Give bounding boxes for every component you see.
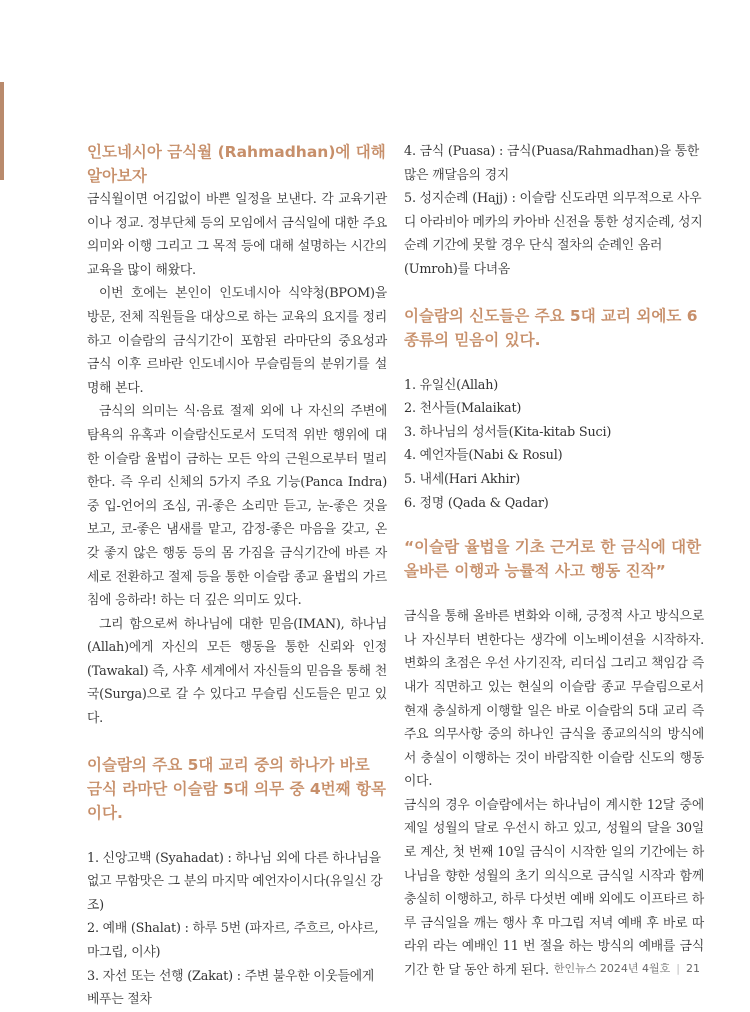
list-item: 4. 금식 (Puasa) : 금식(Puasa/Rahmadhan)을 통한 많은 깨달음의 경지 bbox=[404, 144, 700, 183]
right-column bbox=[404, 140, 704, 983]
faith-item: 3. 하나님의 성서들(Kita-kitab Suci) bbox=[404, 424, 612, 440]
publication-name: 한인뉴스 2024년 4월호 bbox=[553, 962, 671, 975]
faith-item: 6. 정명 (Qada & Qadar) bbox=[404, 495, 549, 511]
left-column bbox=[87, 140, 387, 1012]
paragraph-intro: 금식월이면 어김없이 바쁜 일정을 보낸다. 각 교육기관이나 정교. 정부단체 등의 모임에서 금식일에 대한 주요 의미와 이행 그리고 그 목적 등에 대해 설명하는 시간의 교육을 많이 해왔다. bbox=[87, 192, 387, 278]
accent-rule bbox=[0, 82, 4, 180]
paragraph-change: 금식을 통해 올바른 변화와 이해, 긍정적 사고 방식으로 나 자신부터 변한다는 생각에 이노베이션을 시작하자. 변화의 초점은 우선 사기진작, 리더십 그리고 책임감 즉 내가 직면하고 있는 현실의 이슬람 종교 무슬림으로서 현재 충실하게 이행할 일은 바로 이슬람의 5대 교리 즉 주요 의무사항 중의 하나인 금식을 종교의식의 방식에서 충실이 이행하는 것이 바람직한 이슬람 신도의 행동이다. bbox=[404, 609, 704, 790]
section-heading-quote: “이슬람 율법을 기초 근거로 한 금식에 대한 올바른 이행과 능률적 사고 행동 진작” bbox=[404, 538, 702, 581]
paragraph-faith: 그리 함으로써 하나님에 대한 믿음(IMAN), 하나님(Allah)에게 자신의 모든 행동을 통한 신뢰와 인정(Tawakal) 즉, 사후 세계에서 자신들의 믿음을 통해 천국(Surga)으로 갈 수 있다고 무슬림 신도들은 믿고 있다. bbox=[87, 616, 387, 727]
paragraph-meaning: 금식의 의미는 식·음료 절제 외에 나 자신의 주변에 탐욕의 유혹과 이슬람신도로서 도덕적 위반 행위에 대한 이슬람 율법이 금하는 모든 악의 근원으로부터 멀리 한다. 즉 우리 신체의 5가지 주요 기능(Panca Indra) 중 입-언어의 조심, 귀-좋은 소리만 듣고, 눈-좋은 것을 보고, 코-좋은 냄새를 맡고, 감정-좋은 마음을 갖고, 온갖 좋지 않은 행동 등의 몸 가짐을 금식기간에 바른 자세로 전환하고 절제 등을 통한 이슬람 종교 율법의 가르침에 응하라! 하는 더 깊은 의미도 있다. bbox=[87, 404, 387, 609]
faith-item: 2. 천사들(Malaikat) bbox=[404, 401, 522, 417]
section-heading-ramadan: 인도네시아 금식월 (Rahmadhan)에 대해 알아보자 bbox=[87, 143, 386, 185]
list-item: 5. 성지순례 (Hajj) : 이슬람 신도라면 의무적으로 사우디 아라비아 메카의 카아바 신전을 통한 성지순례, 성지순례 기간에 못할 경우 단식 절차의 순례인 옴러(Umroh)를 다녀옴 bbox=[404, 191, 703, 277]
page-footer bbox=[554, 960, 700, 976]
footer-separator: | bbox=[676, 961, 680, 975]
list-item: 2. 예배 (Shalat) : 하루 5번 (파자르, 주흐르, 아샤르, 마그립, 이샤) bbox=[87, 921, 379, 961]
faith-item: 5. 내세(Hari Akhir) bbox=[404, 471, 521, 487]
faith-item: 4. 예언자들(Nabi & Rosul) bbox=[404, 448, 563, 464]
section-heading-five-pillars: 이슬람의 주요 5대 교리 중의 하나가 바로 금식 라마단 이슬람 5대 의무 중 4번째 항목이다. bbox=[87, 755, 386, 822]
faith-item: 1. 유일신(Allah) bbox=[404, 377, 499, 393]
page-number: 21 bbox=[686, 961, 700, 975]
list-item: 1. 신앙고백 (Syahadat) : 하나님 외에 다른 하나님을 없고 무함맛은 그 분의 마지막 예언자이시다(유일신 강조) bbox=[87, 850, 383, 913]
paragraph-fasting-month: 금식의 경우 이슬람에서는 하나님이 계시한 12달 중에 제일 성월의 달로 우선시 하고 있고, 성월의 달을 30일로 계산, 첫 번째 10일 금식이 시작한 일의 기간에는 하나님을 향한 성월의 초기 의식으로 금식일 시작과 함께 충실히 이행하고, 하루 다섯번 예배 외에도 이프타르 하루 금식일을 깨는 행사 후 마그립 저녁 예배 후 바로 따라위 라는 예배인 11 번 절을 하는 방식의 예배를 금식기간 한 달 동안 하게 된다. bbox=[404, 797, 704, 979]
section-heading-six-faiths: 이슬람의 신도들은 주요 5대 교리 외에도 6 종류의 믿음이 있다. bbox=[404, 306, 698, 349]
list-item: 3. 자선 또는 선행 (Zakat) : 주변 불우한 이웃들에게 베푸는 절차 bbox=[87, 968, 375, 1008]
paragraph-bpom: 이번 호에는 본인이 인도네시아 식약청(BPOM)을 방문, 전체 직원들을 대상으로 하는 교육의 요지를 정리하고 이슬람의 금식기간이 포함된 라마단의 중요성과 금식 이후 르바란 인도네시아 무슬림들의 분위기를 설명해 본다. bbox=[87, 286, 387, 396]
